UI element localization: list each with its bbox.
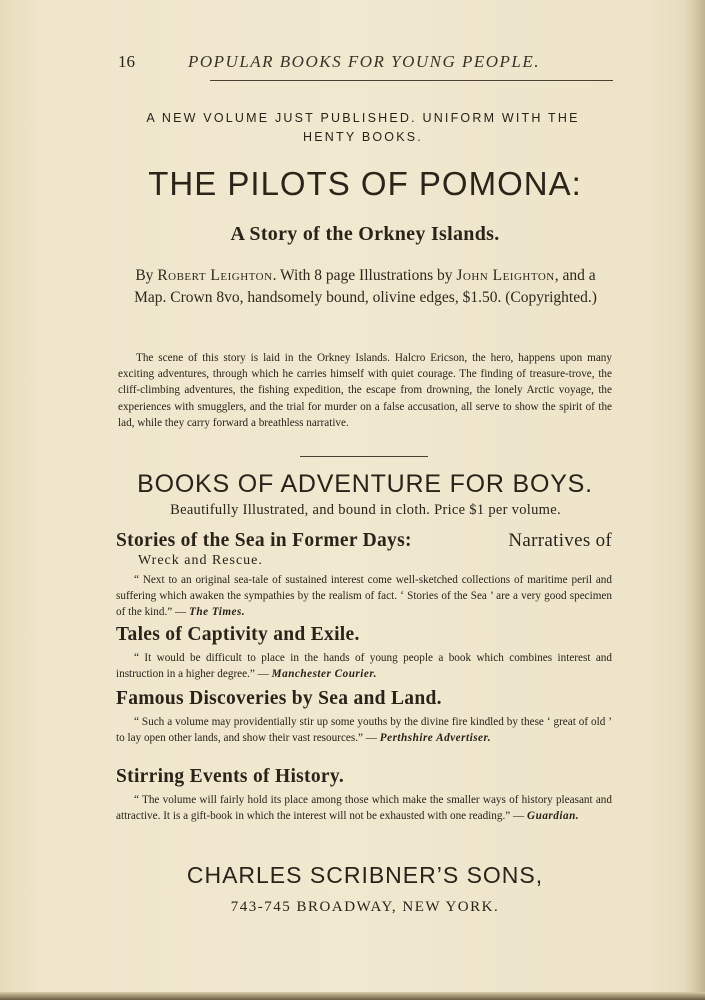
byline-by: By — [135, 267, 154, 284]
book-quote-source: Guardian. — [527, 809, 580, 822]
book-quote-text: “ Such a volume may providentially stir up some youths by the divine fire kindled by these ‘ great of old ’ to lay open other lands, and show their vast resources.” — — [116, 716, 612, 744]
book-title: Tales of Captivity and Exile. — [116, 624, 360, 645]
book-entry — [116, 624, 612, 683]
running-head: POPULAR BOOKS FOR YOUNG PEOPLE. — [188, 52, 541, 71]
section-title: BOOKS OF ADVENTURE FOR BOYS. — [137, 470, 593, 498]
book-quote-text: “ It would be difficult to place in the hands of young people a book which combines interest and instruction in a higher degree.” — — [116, 652, 612, 680]
feature-title: THE PILOTS OF POMONA: — [148, 165, 582, 202]
book-quote — [116, 573, 612, 620]
book-quote — [116, 715, 612, 747]
book-title: Stirring Events of History. — [116, 766, 345, 787]
book-subtitle: Wreck and Rescue. — [138, 553, 263, 568]
book-entry — [116, 766, 612, 825]
section-subtitle: Beautifully Illustrated, and bound in cloth. Price $1 per volume. — [170, 502, 561, 518]
publisher-name: CHARLES SCRIBNER’S SONS, — [186, 862, 544, 888]
book-quote-text: “ The volume will fairly hold its place among those which make the smaller ways of history pleasant and attractive. It is a gift-book in which the interest will not be exhausted with one reading.” — — [116, 794, 612, 822]
book-title — [116, 530, 612, 552]
feature-byline — [118, 265, 613, 309]
header-rule — [210, 80, 613, 81]
publisher-address: 743-745 BROADWAY, NEW YORK. — [230, 899, 500, 915]
page-header — [118, 52, 613, 78]
book-quote — [116, 651, 612, 683]
book-title-main: Stories of the Sea in Former Days: — [116, 530, 412, 551]
book-quote-source: Perthshire Advertiser. — [379, 731, 492, 744]
page-bottom-edge — [0, 992, 705, 1000]
section-divider-rule — [300, 456, 428, 457]
book-entry — [116, 688, 612, 747]
book-entry — [116, 530, 612, 620]
book-quote-text: “ Next to an original sea-tale of sustained interest come well-sketched collections of maritime peril and suffering which awaken the sympathies by the realism of fact. ‘ Stories of the Sea ’ are a very good specimen of the kind.” — — [116, 574, 612, 618]
byline-end: , and a Map. Crown 8vo, handsomely bound, olivine edges, $1.50. (Copyrighted.) — [134, 267, 597, 306]
book-quote — [116, 793, 612, 825]
book-title-extra: Narratives of — [508, 530, 612, 551]
book-quote-source: Manchester Courier. — [271, 667, 377, 680]
page-edge-shadow — [683, 0, 705, 1000]
page-number: 16 — [118, 52, 135, 71]
book-quote-source: The Times. — [189, 605, 246, 618]
announcement: A NEW VOLUME JUST PUBLISHED. UNIFORM WITH THE HENTY BOOKS. — [146, 111, 580, 144]
feature-subtitle: A Story of the Orkney Islands. — [230, 223, 500, 245]
illustrator-name: John Leighton — [456, 267, 555, 284]
feature-blurb: The scene of this story is laid in the Orkney Islands. Halcro Ericson, the hero, happens upon many exciting adventures, through which he carries himself with quiet courage. The finding of treasure-trove, the cliff-climbing adventures, the fishing expedition, the escape from drowning, the lonely Arctic voyage, the experiences with smugglers, and the trial for murder on a false accusation, all serve to show the spirit of the lad, while they carry forward a breathless narrative. — [118, 352, 612, 429]
book-title: Famous Discoveries by Sea and Land. — [116, 688, 442, 709]
byline-mid: . With 8 page Illustrations by — [272, 267, 453, 284]
author-name: Robert Leighton — [157, 267, 273, 284]
